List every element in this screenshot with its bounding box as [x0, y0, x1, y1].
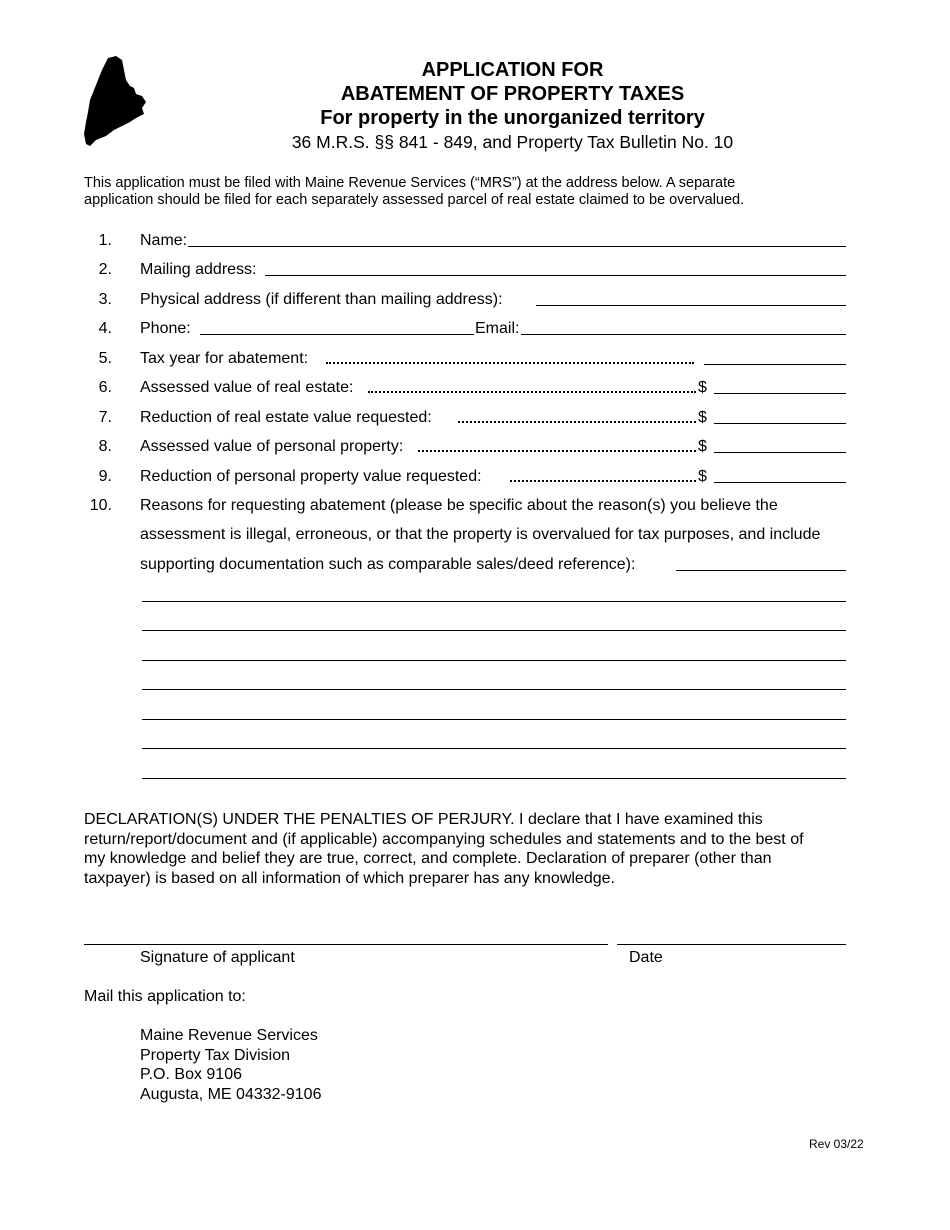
physical-address-input-line[interactable] — [536, 305, 846, 306]
assessed-personal-property-label: Assessed value of personal property: — [140, 438, 404, 455]
email-label: Email: — [475, 320, 520, 337]
declaration-line4: taxpayer) is based on all information of which preparer has any knowledge. — [84, 870, 615, 887]
leader-dots — [326, 362, 694, 364]
mailing-address-input-line[interactable] — [265, 275, 846, 276]
tax-year-input-line[interactable] — [704, 364, 846, 365]
currency-symbol: $ — [698, 379, 707, 396]
assessed-real-estate-label: Assessed value of real estate: — [140, 379, 354, 396]
reduction-personal-property-label: Reduction of personal property value requested: — [140, 468, 482, 485]
item-number: 7. — [98, 409, 112, 426]
mail-address-line1: Maine Revenue Services — [140, 1027, 318, 1044]
name-label: Name: — [140, 232, 188, 249]
reasons-input-line[interactable] — [142, 719, 846, 720]
signature-label: Signature of applicant — [140, 949, 295, 966]
mailing-address-label: Mailing address: — [140, 261, 257, 278]
item-number: 1. — [98, 232, 112, 249]
intro-text-line2: application should be filed for each separately assessed parcel of real estate claimed to be overvalued. — [84, 192, 745, 208]
form-title-line1: APPLICATION FOR — [421, 59, 604, 81]
reasons-input-line[interactable] — [142, 748, 846, 749]
mail-intro: Mail this application to: — [84, 988, 246, 1005]
reasons-input-line[interactable] — [142, 630, 846, 631]
form-title-line3: For property in the unorganized territory — [320, 107, 705, 129]
statute-citation: 36 M.R.S. §§ 841 - 849, and Property Tax Bulletin No. 10 — [291, 132, 734, 152]
reduction-personal-property-input-line[interactable] — [714, 482, 846, 483]
date-label: Date — [629, 949, 663, 966]
reasons-text-line3: supporting documentation such as comparable sales/deed reference): — [140, 556, 636, 573]
currency-symbol: $ — [698, 468, 707, 485]
item-number: 5. — [98, 350, 112, 367]
date-input-line[interactable] — [617, 944, 846, 945]
reasons-input-line[interactable] — [142, 660, 846, 661]
tax-year-label: Tax year for abatement: — [140, 350, 309, 367]
revision-label: Rev 03/22 — [809, 1137, 864, 1151]
reasons-input-line[interactable] — [142, 601, 846, 602]
item-number: 10. — [89, 497, 112, 514]
item-number: 9. — [98, 468, 112, 485]
leader-dots — [368, 391, 696, 393]
reasons-input-line[interactable] — [142, 689, 846, 690]
name-input-line[interactable] — [188, 246, 846, 247]
physical-address-label: Physical address (if different than mailing address): — [140, 291, 503, 308]
phone-input-line[interactable] — [200, 334, 474, 335]
phone-label: Phone: — [140, 320, 191, 337]
leader-dots — [418, 450, 696, 452]
form-title-line2: ABATEMENT OF PROPERTY TAXES — [340, 83, 685, 105]
reasons-text-line1: Reasons for requesting abatement (please be specific about the reason(s) you believe the — [140, 497, 778, 514]
reduction-real-estate-input-line[interactable] — [714, 423, 846, 424]
assessed-personal-property-input-line[interactable] — [714, 452, 846, 453]
leader-dots — [510, 480, 696, 482]
reasons-input-line[interactable] — [142, 778, 846, 779]
item-number: 3. — [98, 291, 112, 308]
maine-map-logo — [84, 56, 148, 148]
currency-symbol: $ — [698, 438, 707, 455]
mail-address-line2: Property Tax Division — [140, 1047, 290, 1064]
leader-dots — [458, 421, 696, 423]
declaration-line2: return/report/document and (if applicable) accompanying schedules and statements and to the best of — [84, 831, 804, 848]
mail-address-line3: P.O. Box 9106 — [140, 1066, 242, 1083]
reduction-real-estate-label: Reduction of real estate value requested: — [140, 409, 432, 426]
item-number: 6. — [98, 379, 112, 396]
declaration-line3: my knowledge and belief they are true, correct, and complete. Declaration of preparer (other than — [84, 850, 772, 867]
currency-symbol: $ — [698, 409, 707, 426]
declaration-line1: DECLARATION(S) UNDER THE PENALTIES OF PERJURY. I declare that I have examined this — [84, 811, 763, 828]
item-number: 8. — [98, 438, 112, 455]
intro-text-line1: This application must be filed with Maine Revenue Services (“MRS”) at the address below. A separate — [84, 175, 736, 191]
assessed-real-estate-input-line[interactable] — [714, 393, 846, 394]
email-input-line[interactable] — [521, 334, 846, 335]
item-number: 4. — [98, 320, 112, 337]
mail-address-line4: Augusta, ME 04332-9106 — [140, 1086, 322, 1103]
reasons-text-line2: assessment is illegal, erroneous, or that the property is overvalued for tax purposes, and include — [140, 526, 821, 543]
signature-input-line[interactable] — [84, 944, 608, 945]
reasons-input-line[interactable] — [676, 570, 846, 571]
item-number: 2. — [98, 261, 112, 278]
